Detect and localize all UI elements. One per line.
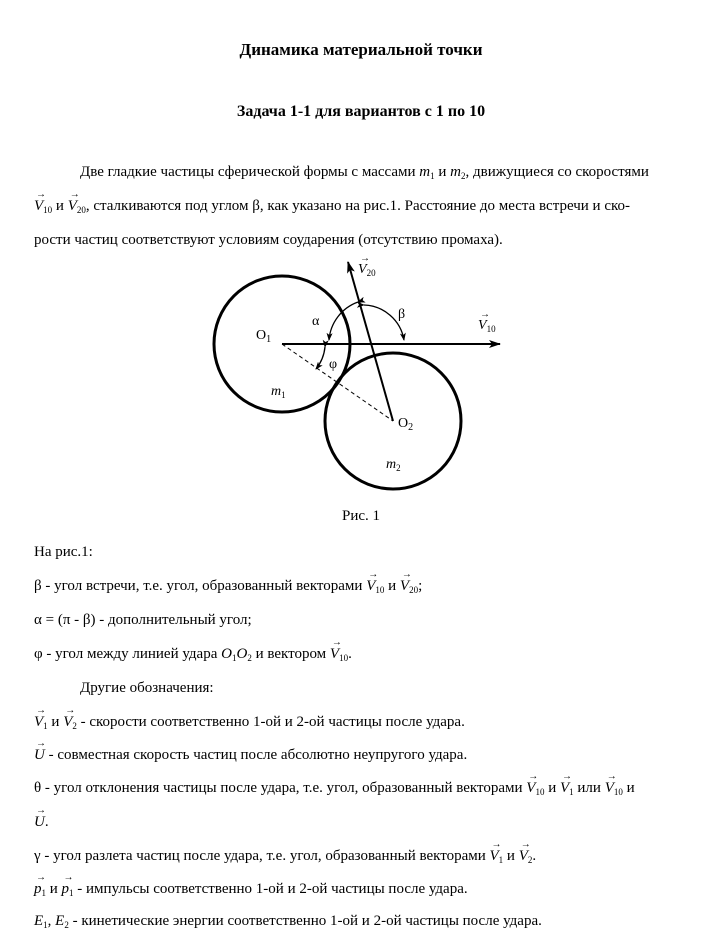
notation-energy: $E_1$, $E_2$ - кинетические энергии соответственно 1-ой и 2-ой частицы после удара. [34, 913, 542, 930]
label-alpha: α [312, 314, 320, 329]
label-o2: $O_2$ [398, 416, 414, 433]
label-m2: $m_2$ [386, 457, 401, 473]
notation-u: → U - совместная скорость частиц после абсолютно неупругого удара. [34, 747, 467, 764]
vector-v20: → $V_{20}$ [68, 198, 86, 215]
intro-line-1: Две гладкие частицы сферической формы с массами $m_1$ и $m_2$, движущиеся со скоростями [80, 164, 649, 181]
v20-vector-line [348, 262, 393, 421]
definitions-header: На рис.1: [34, 544, 93, 560]
label-beta: β [398, 307, 406, 322]
vector-v1: → $V_1$ [490, 848, 504, 865]
vector-p1: → $p_1$ [62, 881, 74, 898]
vector-v2: → $V_2$ [63, 714, 77, 731]
vector-v2: → $V_2$ [519, 848, 533, 865]
label-phi: φ [329, 357, 338, 372]
definition-alpha: α = (π - β) - дополнительный угол; [34, 612, 252, 628]
notation-theta: θ - угол отклонения частицы после удара, т.е. угол, образованный векторами → $V_{10}$ $и \to V_1$ или → $V_{10}$ и [34, 780, 635, 797]
label-v20: → $V_{20}$ [358, 262, 376, 278]
notation-momentum: → $p_1$ $и \to p_1$ - импульсы соответственно 1-ой и 2-ой частицы после удара. [34, 881, 468, 898]
vector-v10: → $V_{10}$ [330, 646, 348, 663]
page-title: Динамика материальной точки [239, 40, 483, 59]
vector-v1: → $V_1$ [560, 780, 574, 797]
vector-p1: → $p_1$ [34, 881, 46, 898]
vector-v10: → $V_{10}$ [605, 780, 623, 797]
vector-v1: → $V_1$ [34, 714, 48, 731]
other-notations-header: Другие обозначения: [80, 680, 214, 696]
problem-subtitle: Задача 1-1 для вариантов с 1 по 10 [236, 103, 486, 120]
vector-u: → U [34, 814, 45, 831]
intro-line-2: → $V_{10}$ $и \to V_{20}$, сталкиваются под углом β, как указано на рис.1. Расстояние до места встречи и ско- [34, 198, 630, 215]
label-v10: → $V_{10}$ [478, 318, 496, 334]
m2-symbol: $m_2$ [450, 164, 466, 181]
notation-v1-v2: → $V_1$ $и \to V_2$ - скорости соответственно 1-ой и 2-ой частицы после удара. [34, 714, 465, 731]
vector-v10: → $V_{10}$ [526, 780, 544, 797]
figure-caption: Рис. 1 [341, 508, 381, 524]
vector-u: → U [34, 747, 45, 764]
label-o1: $O_1$ [256, 328, 272, 345]
intro-line-3: рости частиц соответствуют условиям соударения (отсутствию промаха). [34, 232, 503, 248]
label-m1: $m_1$ [271, 384, 286, 400]
alpha-arc [329, 302, 358, 340]
definition-phi: φ - угол между линией удара $O_1O_2$ и вектором → $V_{10}$. [34, 646, 352, 663]
definition-beta: β - угол встречи, т.е. угол, образованный векторами → $V_{10}$ $и \to V_{20}$; [34, 578, 422, 595]
vector-v20: → $V_{20}$ [400, 578, 418, 595]
vector-v10: → $V_{10}$ [366, 578, 384, 595]
notation-gamma: γ - угол разлета частиц после удара, т.е. угол, образованный векторами → $V_1$ $и \to V_2$. [34, 848, 536, 865]
m1-symbol: $m_1$ [419, 164, 435, 181]
vector-v10: → $V_{10}$ [34, 198, 52, 215]
phi-arc [316, 347, 325, 369]
notation-theta-cont: → U. [34, 814, 49, 831]
